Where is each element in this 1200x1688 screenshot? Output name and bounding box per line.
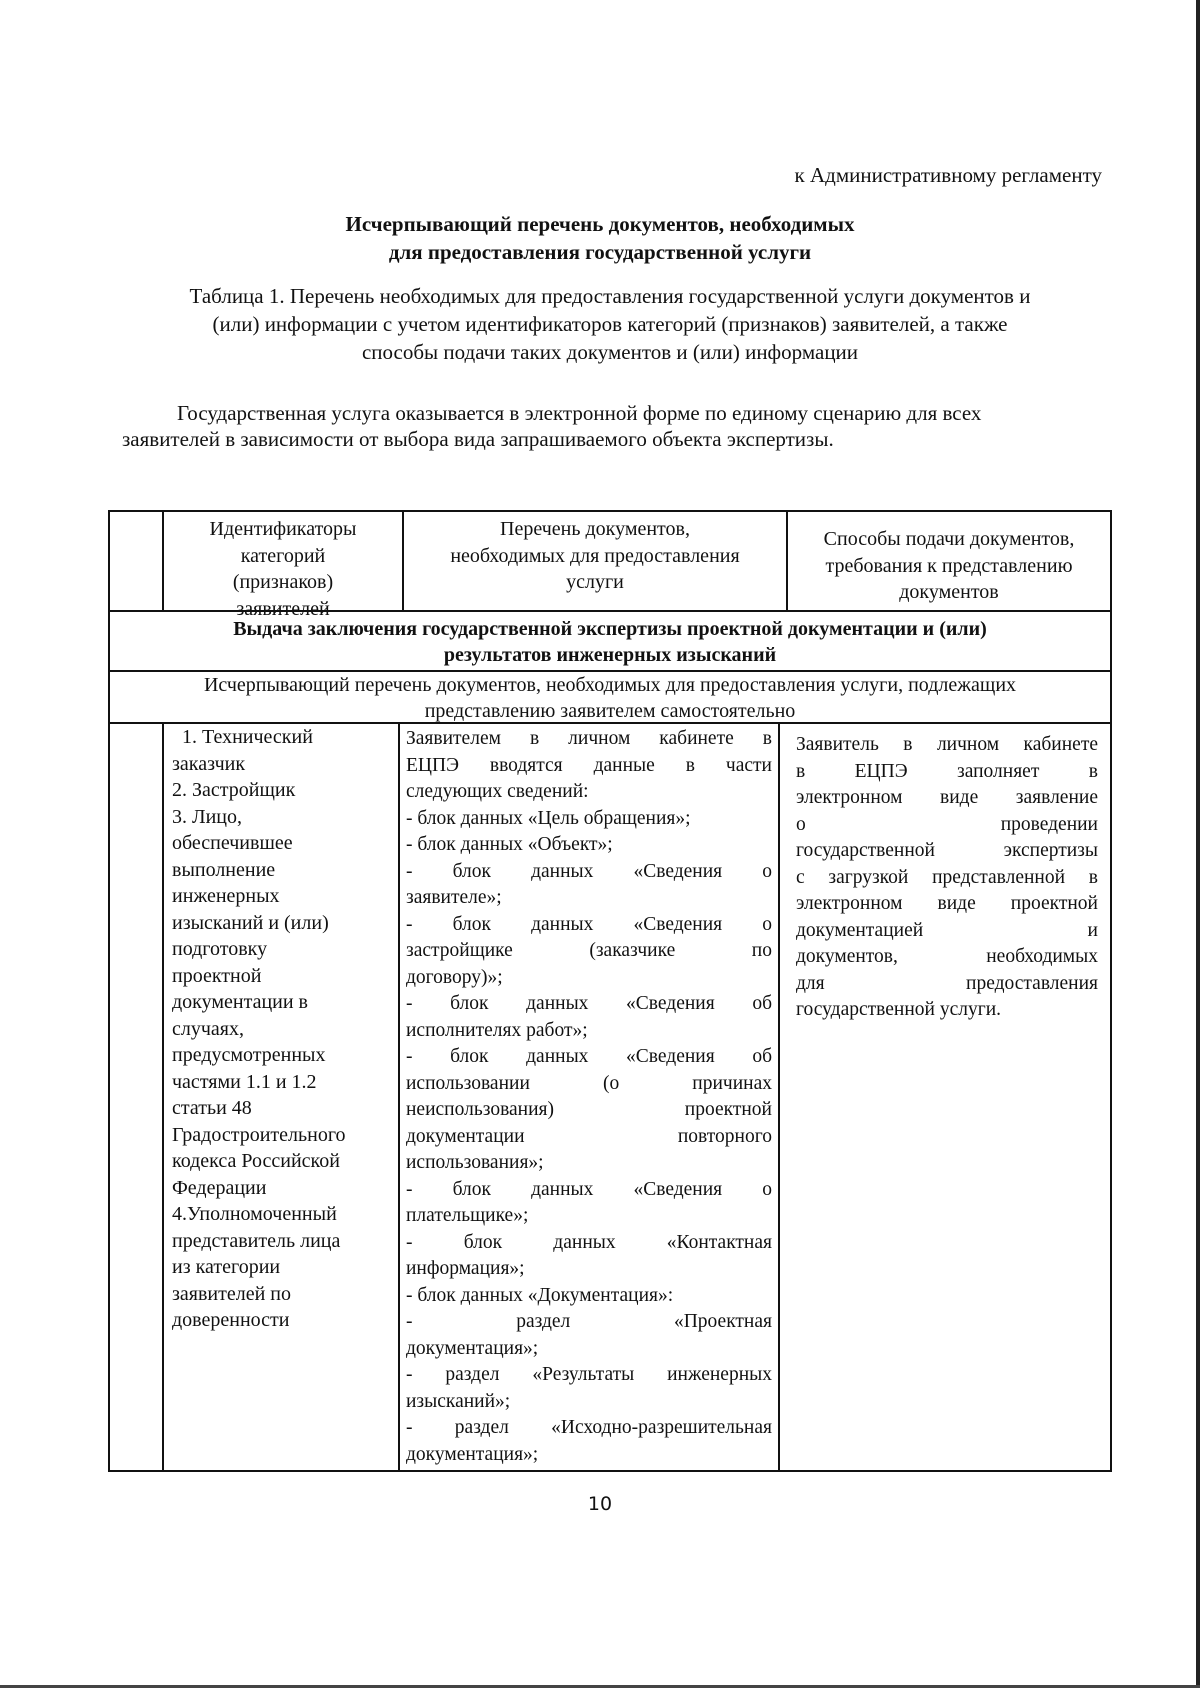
document-line: - блок данных «Сведения об [406,993,772,1014]
note-line: Исчерпывающий перечень документов, необходимых для предоставления услуги, подлежащих [203,674,1017,696]
category-line: случаях, [172,1017,244,1040]
section-title-line: Выдача заключения государственной экспертизы проектной документации и (или) [233,618,987,640]
table-caption [120,282,1100,366]
intro-line: заявителей в зависимости от выбора вида запрашиваемого объекта экспертизы. [122,427,834,451]
category-line: частями 1.1 и 1.2 [172,1070,317,1093]
appendix-reference: к Административному регламенту [794,163,1102,187]
category-line: проектной [172,964,262,987]
category-line: документации в [172,991,308,1013]
table-rule [778,722,780,1472]
page-number: 10 [587,1493,613,1515]
document-line: - раздел «Результаты инженерных [406,1364,772,1385]
category-line: заказчик [172,752,246,775]
document-line: документация»; [406,1337,539,1359]
section-title-line: результатов инженерных изысканий [443,644,777,666]
method-line: о проведении [796,813,1098,835]
header-line: необходимых для предоставления [450,544,740,567]
header-line: заявителей [236,597,330,620]
table-rule [162,722,164,1472]
methods-cell [796,732,1098,1024]
document-line: - блок данных «Документация»: [406,1284,674,1306]
documents-cell [406,726,772,1468]
document-line: - блок данных «Сведения о [406,860,772,882]
category-line: изысканий и (или) [172,911,329,934]
category-line: инженерных [172,885,280,907]
category-line: выполнение [172,858,276,881]
header-line: категорий [240,544,326,567]
category-line: Градостроительного [172,1123,346,1146]
category-line: из категории [172,1256,281,1278]
table-caption-line: (или) информации с учетом идентификаторов категорий (признаков) заявителей, а также [212,312,1008,336]
method-line: электронном виде заявление [796,787,1098,808]
document-line: - блок данных «Сведения о [406,1178,772,1200]
document-line: - блок данных «Сведения об [406,1046,772,1067]
method-line: документацией и [796,919,1098,941]
document-line: - раздел «Исходно-разрешительная [406,1417,772,1438]
document-title-line: для предоставления государственной услуги [388,240,812,264]
method-line: документов, необходимых [796,946,1098,967]
self-submission-note [110,672,1110,724]
document-line: использовании (о причинах [406,1072,772,1094]
table-rule [398,722,400,1472]
header-methods [788,526,1110,606]
header-categories [164,516,402,622]
table-caption-line: Таблица 1. Перечень необходимых для предоставления государственной услуги документов и [189,284,1031,308]
document-title-line: Исчерпывающий перечень документов, необходимых [345,212,855,236]
category-line: 1. Технический [182,726,313,748]
document-line: плательщике»; [406,1205,529,1226]
document-line: заявителе»; [406,887,502,908]
document-line: - раздел «Проектная [406,1311,772,1332]
category-line: заявителей по [172,1282,292,1305]
categories-cell [172,724,396,1334]
intro-paragraph [122,400,1102,452]
document-line: использования»; [406,1152,544,1173]
document-line: изысканий»; [406,1390,511,1412]
document-line: документация»; [406,1443,539,1465]
method-line: в ЕЦПЭ заполняет в [796,760,1098,782]
header-line: Идентификаторы [209,518,357,540]
method-line: государственной услуги. [796,999,1002,1020]
category-line: подготовку [172,938,268,960]
category-line: 2. Застройщик [172,779,296,801]
header-line: услуги [566,571,624,593]
category-line: 3. Лицо, [172,805,242,828]
document-line: информация»; [406,1258,525,1279]
category-line: обеспечившее [172,832,293,854]
header-line: Способы подачи документов, [823,528,1075,550]
category-line: предусмотренных [172,1044,326,1066]
category-line: представитель лица [172,1229,341,1252]
header-documents [404,516,786,596]
document-line: следующих сведений: [406,781,589,802]
document-title [0,210,1200,266]
document-line: договору)»; [406,966,503,988]
documents-table [108,510,1112,1472]
header-line: (признаков) [232,571,334,593]
document-line: неиспользования) проектной [406,1099,772,1120]
document-line: - блок данных «Контактная [406,1231,772,1253]
document-line: - блок данных «Цель обращения»; [406,807,691,829]
document-line: застройщике (заказчике по [406,940,772,961]
method-line: электронном виде проектной [796,893,1098,914]
category-line: кодекса Российской [172,1150,340,1172]
note-line: представлению заявителем самостоятельно [424,700,796,722]
method-line: с загрузкой представленной в [796,866,1098,888]
document-line: Заявителем в личном кабинете в [406,728,772,749]
category-line: статьи 48 [172,1097,252,1119]
document-line: ЕЦПЭ вводятся данные в части [406,754,772,776]
document-line: - блок данных «Сведения о [406,913,772,935]
method-line: Заявитель в личном кабинете [796,734,1098,755]
header-line: документов [899,581,999,603]
category-line: Федерации [172,1176,267,1199]
section-title [110,616,1110,668]
document-line: - блок данных «Объект»; [406,834,613,855]
method-line: для предоставления [796,972,1098,994]
header-line: требования к представлению [825,554,1073,577]
method-line: государственной экспертизы [796,840,1098,861]
category-line: 4.Уполномоченный [172,1203,337,1225]
document-line: исполнителях работ»; [406,1019,588,1041]
document-line: документации повторного [406,1125,772,1147]
table-caption-line: способы подачи таких документов и (или) информации [361,340,859,364]
header-line: Перечень документов, [500,518,690,540]
category-line: доверенности [172,1309,290,1331]
intro-line: Государственная услуга оказывается в электронной форме по единому сценарию для всех [177,401,982,425]
